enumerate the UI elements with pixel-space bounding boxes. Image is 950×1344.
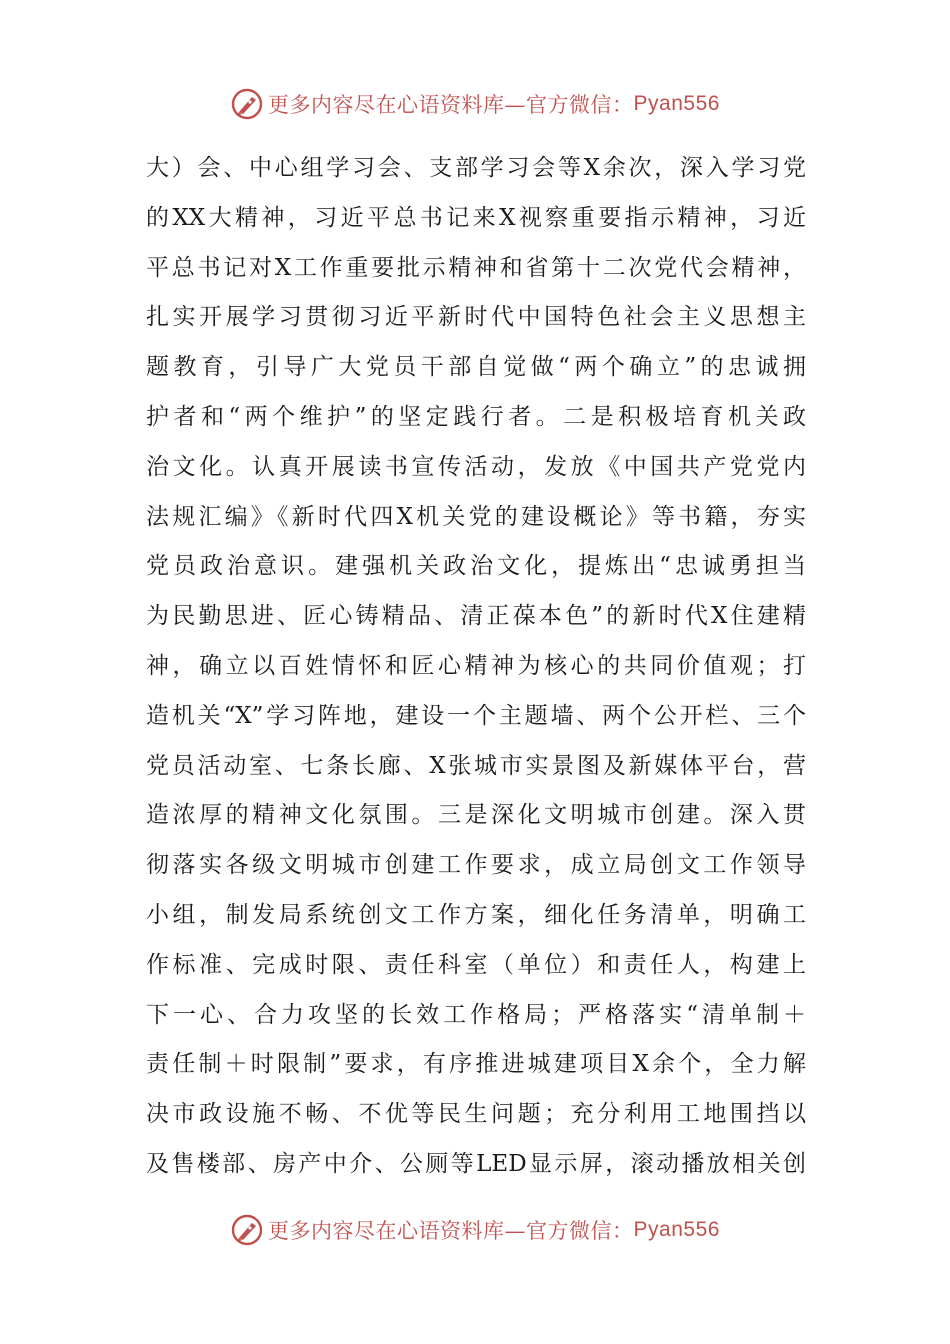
watermark-wechat-id: Pyan556 xyxy=(633,92,720,115)
body-line: 责任制＋时限制”要求，有序推进城建项目X余个，全力解 xyxy=(146,1051,806,1078)
body-line: 小组，制发局系统创文工作方案，细化任务清单，明确工 xyxy=(146,901,806,928)
body-line: 治文化。认真开展读书宣传活动，发放《中国共产党党内 xyxy=(146,453,806,480)
watermark-text: 更多内容尽在心语资料库—官方微信： xyxy=(268,93,634,117)
body-line: 为民勤思进、匠心铸精品、清正葆本色”的新时代X住建精 xyxy=(146,603,806,630)
document-body xyxy=(146,144,806,1190)
body-line: 护者和“两个维护”的坚定践行者。二是积极培育机关政 xyxy=(146,403,806,430)
body-line: 下一心、合力攻坚的长效工作格局；严格落实“清单制＋ xyxy=(146,1001,806,1028)
body-line: 题教育，引导广大党员干部自觉做“两个确立”的忠诚拥 xyxy=(146,354,806,381)
body-line: 的XX大精神，习近平总书记来X视察重要指示精神，习近 xyxy=(146,204,806,231)
body-line: 党员活动室、七条长廊、X张城市实景图及新媒体平台，营 xyxy=(146,752,806,779)
body-line: 彻落实各级文明城市创建工作要求，成立局创文工作领导 xyxy=(146,852,806,879)
body-line: 平总书记对X工作重要批示精神和省第十二次党代会精神， xyxy=(146,254,806,281)
body-line: 造浓厚的精神文化氛围。三是深化文明城市创建。深入贯 xyxy=(146,802,806,829)
body-line: 党员政治意识。建强机关政治文化，提炼出“忠诚勇担当 xyxy=(146,553,806,580)
header-watermark xyxy=(0,82,950,126)
pen-nib-logo-icon xyxy=(230,87,264,121)
watermark-wechat-id: Pyan556 xyxy=(633,1218,720,1241)
body-line: 法规汇编》《新时代四X机关党的建设概论》等书籍，夯实 xyxy=(146,503,806,530)
body-line: 作标准、完成时限、责任科室（单位）和责任人，构建上 xyxy=(146,951,806,978)
pen-nib-logo-icon xyxy=(230,1213,264,1247)
body-line: 神，确立以百姓情怀和匠心精神为核心的共同价值观；打 xyxy=(146,652,806,679)
footer-watermark xyxy=(0,1208,950,1252)
body-line: 决市政设施不畅、不优等民生问题；充分利用工地围挡以 xyxy=(146,1101,806,1128)
body-line: 造机关“X”学习阵地，建设一个主题墙、两个公开栏、三个 xyxy=(146,702,806,729)
body-line: 及售楼部、房产中介、公厕等LED显示屏，滚动播放相关创 xyxy=(146,1150,806,1177)
body-line: 大）会、中心组学习会、支部学习会等X余次，深入学习党 xyxy=(146,155,806,181)
watermark-text: 更多内容尽在心语资料库—官方微信： xyxy=(268,1219,634,1243)
body-line: 扎实开展学习贯彻习近平新时代中国特色社会主义思想主 xyxy=(146,304,806,331)
